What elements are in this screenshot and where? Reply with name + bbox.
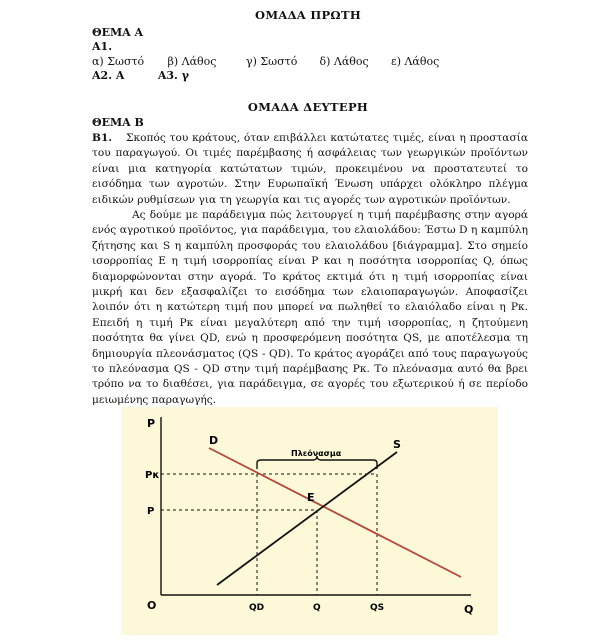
answer-c: γ) Σωστό [246, 55, 298, 68]
b1-label: Β1. [92, 132, 113, 144]
answer-e: ε) Λάθος [391, 55, 440, 68]
surplus-label: Πλεόνασμα [291, 449, 342, 458]
a2-answer: Α2. Α [92, 69, 125, 82]
y-axis-label: P [147, 417, 156, 430]
supply-label: S [393, 438, 401, 451]
x-axis-label: Q [464, 603, 474, 616]
qs-label: QS [370, 603, 385, 613]
demand-label: D [209, 434, 219, 447]
equilibrium-price-label: P [147, 506, 155, 517]
price-floor-label: Pκ [145, 470, 160, 481]
answer-a: α) Σωστό [92, 55, 145, 68]
group2-title: ΟΜΑΔΑ ΔΕΥΤΕΡΗ [247, 100, 369, 114]
b1-paragraph-2: Ας δούμε με παράδειγμα πώς λειτουργεί η τιμή παρέμβασης στην αγορά ενός αγροτικού προϊόντος, για παράδειγμα, του ελαιολάδου: Έστω D η καμπύλη ζήτησης και S η καμπύλη προσφοράς του ελαιολάδου [διάγραμμα]. Στο σημείο ισορροπίας Ε η τιμή ισορροπίας είναι Ρ και η ποσότητα ισορροπίας Q, όπως διαμορφώνονται στην αγορά. Το κράτος εκτιμά ότι η τιμή ισορροπίας είναι μικρή και δεν εξασφαλίζει το εισόδημα των ελαιοπαραγωγών. Αποφασίζει λοιπόν ότι η κατώτερη τιμή που μπορεί να πωληθεί το ελαιόλαδο είναι η Ρκ. Επειδή η τιμή Ρκ είναι μεγαλύτερη από την τιμή ισορροπίας, η ζητούμενη ποσότητα θα γίνει QD, ενώ η προσφερόμενη ποσότητα QS, με αποτέλεσμα τη δημιουργία πλεονάσματος (QS - QD). Το κράτος αγοράζει από τους παραγωγούς το πλεόνασμα QS - QD στην τιμή παρέμβασης Ρκ. Το πλεόνασμα αυτό θα βρει τρόπο να το διαθέσει, για παράδειγμα, σε αγορές του εξωτερικού ή σε περίοδο μειωμένης παραγωγής. [92, 209, 528, 406]
a1-label: Α1. [92, 40, 113, 53]
equilibrium-label: E [307, 491, 315, 504]
theme-a-heading: ΘΕΜΑ Α [92, 26, 144, 39]
b1-paragraph-1 [92, 131, 528, 208]
supply-curve [217, 452, 397, 585]
a1-answers [92, 55, 439, 68]
a3-answer: Α3. γ [157, 69, 189, 82]
origin-label: O [147, 599, 157, 612]
theme-b-heading: ΘΕΜΑ Β [92, 116, 144, 129]
demand-curve [209, 448, 461, 577]
q-label: Q [313, 603, 321, 613]
qd-label: QD [249, 603, 265, 613]
supply-demand-diagram [121, 407, 498, 635]
diagram-svg [121, 407, 498, 635]
group1-title: ΟΜΑΔΑ ΠΡΩΤΗ [255, 8, 361, 22]
b1-text-1: Σκοπός του κράτους, όταν επιβάλλει κατώτατες τιμές, είναι η προστασία του παραγωγού. Οι τιμές παρέμβασης ή ασφάλειας των γεωργικών προϊόντων είναι μια κατηγορία κατώτατων τιμών, προκειμένου να προστατευτεί το εισόδημα των αγροτών. Στην Ευρωπαϊκή Ένωση υπάρχει ολόκληρο πλέγμα ειδικών ρυθμίσεων για τη γεωργία και τις αγορές των αγροτικών προϊόντων. [92, 132, 528, 206]
a2-a3-line [92, 69, 189, 82]
answer-b: β) Λάθος [167, 55, 217, 68]
answer-d: δ) Λάθος [319, 55, 369, 68]
